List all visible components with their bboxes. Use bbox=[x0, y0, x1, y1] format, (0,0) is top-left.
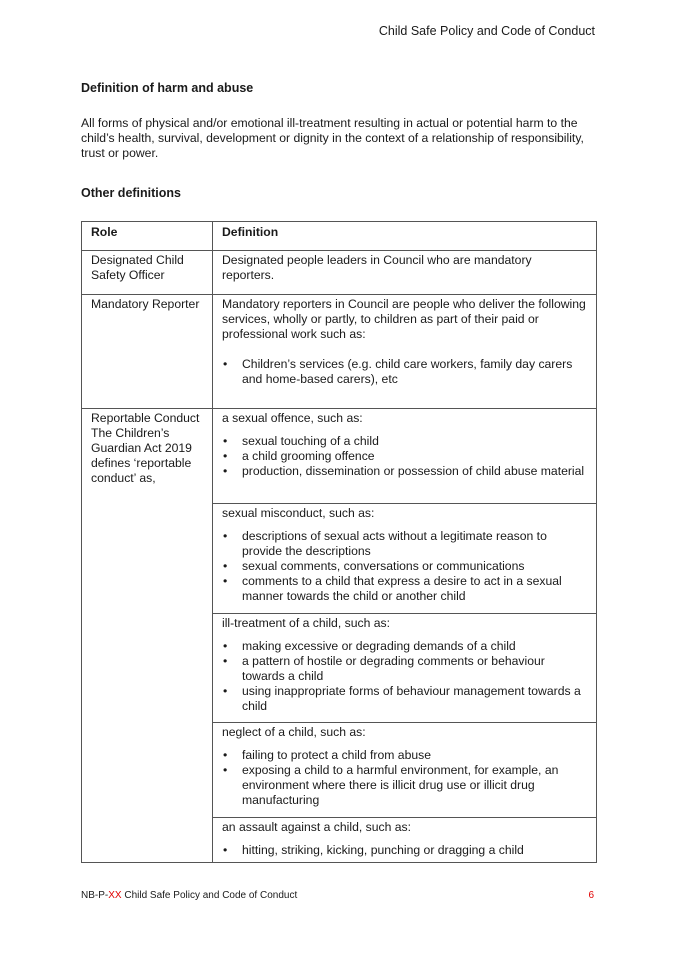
list-item: • comments to a child that express a desire to act in a sexual manner towards the child or another child bbox=[222, 574, 587, 604]
list-item: • exposing a child to a harmful environment, for example, an environment where there is illicit drug use or illicit drug manufacturing bbox=[222, 763, 587, 808]
list-item: • production, dissemination or possession of child abuse material bbox=[222, 464, 587, 479]
section-heading-harm: Definition of harm and abuse bbox=[81, 81, 254, 95]
footer-doc-code: XX bbox=[108, 890, 122, 901]
section-heading-other: Other definitions bbox=[81, 186, 181, 200]
definition-intro: an assault against a child, such as: bbox=[222, 820, 412, 834]
column-header-role: Role bbox=[82, 222, 213, 251]
list-item: • descriptions of sexual acts without a legitimate reason to provide the descriptions bbox=[222, 529, 587, 559]
list-item: • sexual touching of a child bbox=[222, 434, 587, 449]
harm-definition-paragraph: All forms of physical and/or emotional ill-treatment resulting in actual or potential harm to the child’s health, survival, development or dignity in the context of a relationship of responsibility, trust or power. bbox=[81, 116, 584, 160]
bullet-list bbox=[222, 434, 587, 479]
list-item: • a pattern of hostile or degrading comments or behaviour towards a child bbox=[222, 654, 587, 684]
list-item: • making excessive or degrading demands of a child bbox=[222, 639, 587, 654]
definition-cell bbox=[213, 504, 597, 614]
list-item: • hitting, striking, kicking, punching or dragging a child bbox=[222, 843, 587, 858]
list-item: • sexual comments, conversations or communications bbox=[222, 559, 587, 574]
role-cell: Reportable Conduct The Children’s Guardian Act 2019 defines ‘reportable conduct’ as, bbox=[82, 409, 213, 863]
bullet-list bbox=[222, 639, 587, 714]
footer-doc-prefix: NB-P- bbox=[81, 890, 109, 901]
definition-intro: neglect of a child, such as: bbox=[222, 725, 366, 739]
bullet-list bbox=[222, 357, 587, 387]
footer-document-id bbox=[81, 888, 297, 903]
definition-cell bbox=[213, 409, 597, 504]
bullet-list bbox=[222, 843, 587, 858]
definitions-table bbox=[81, 221, 597, 863]
column-header-definition: Definition bbox=[213, 222, 597, 251]
definition-intro: ill-treatment of a child, such as: bbox=[222, 616, 390, 630]
list-item: • Children’s services (e.g. child care workers, family day carers and home-based carers), etc bbox=[222, 357, 587, 387]
bullet-list bbox=[222, 748, 587, 808]
definition-cell: Designated people leaders in Council who are mandatory reporters. bbox=[213, 251, 597, 295]
definition-cell bbox=[213, 614, 597, 723]
footer-doc-title: Child Safe Policy and Code of Conduct bbox=[121, 890, 298, 901]
role-cell: Designated Child Safety Officer bbox=[82, 251, 213, 295]
definition-cell bbox=[213, 818, 597, 863]
role-cell: Mandatory Reporter bbox=[82, 295, 213, 409]
definition-intro: a sexual offence, such as: bbox=[222, 411, 363, 425]
definition-intro: Mandatory reporters in Council are people who deliver the following services, wholly or partly, to children as part of their paid or professional work such as: bbox=[222, 297, 586, 341]
list-item: • failing to protect a child from abuse bbox=[222, 748, 587, 763]
bullet-list bbox=[222, 529, 587, 604]
definition-cell bbox=[213, 295, 597, 409]
page-header-title: Child Safe Policy and Code of Conduct bbox=[378, 24, 595, 38]
definition-intro: sexual misconduct, such as: bbox=[222, 506, 375, 520]
table-row bbox=[82, 251, 597, 295]
list-item: • using inappropriate forms of behaviour management towards a child bbox=[222, 684, 587, 714]
list-item: • a child grooming offence bbox=[222, 449, 587, 464]
table-row bbox=[82, 409, 597, 504]
definition-cell bbox=[213, 723, 597, 818]
page-number: 6 bbox=[588, 890, 594, 901]
table-row bbox=[82, 295, 597, 409]
table-header-row bbox=[82, 222, 597, 251]
